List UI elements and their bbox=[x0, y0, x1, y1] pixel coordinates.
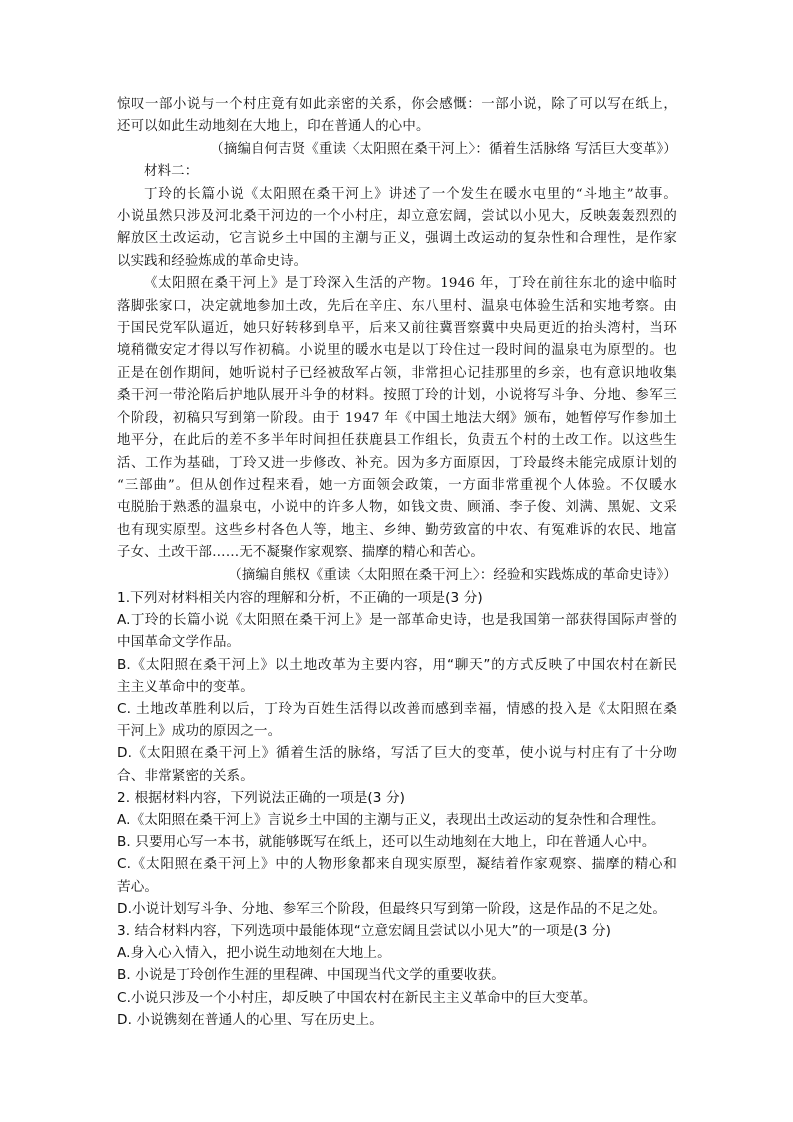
option-line: D. 小说镌刻在普通人的心里、写在历史上。 bbox=[117, 1011, 383, 1028]
passage-line: 地平分，在此后的差不多半年时间担任获鹿县工作组长，负责五个村的土改工作。以这些生 bbox=[117, 433, 677, 449]
option-b[interactable] bbox=[117, 964, 677, 986]
option-c[interactable] bbox=[117, 698, 677, 742]
passage-line: 以实践和经验炼成的革命史诗。 bbox=[117, 253, 308, 269]
option-line: D.小说计划写斗争、分地、参军三个阶段，但最终只写到第一阶段，这是作品的不足之处。 bbox=[117, 900, 667, 917]
passage-line: 活、工作为基础，丁玲又进一步修改、补充。因为多方面原因，丁玲最终未能完成原计划的 bbox=[117, 455, 677, 471]
material2-paragraph-2 bbox=[117, 273, 677, 564]
question-stem: 3. 结合材料内容，下列选项中最能体现“立意宏阔且尝试以小见大”的一项是(3 分) bbox=[117, 922, 612, 939]
passage-line: 丁玲的长篇小说《太阳照在桑干河上》讲述了一个发生在暖水屯里的“斗地主”故事。 bbox=[144, 186, 677, 202]
source-citation-1: （摘编自何吉贤《重读〈太阳照在桑干河上〉：循着生活脉络 写活巨大变革》） bbox=[210, 141, 677, 157]
material2-paragraph-1 bbox=[117, 184, 677, 274]
passage-line: 解放区土改运动，它言说乡土中国的主潮与正义，强调土改运动的复杂性和合理性，是作家 bbox=[117, 231, 677, 247]
question-2 bbox=[117, 787, 677, 920]
option-b[interactable] bbox=[117, 831, 677, 853]
passage-line: 也有现实原型。这些乡村各色人等，地主、乡绅、勤劳致富的中农、有冤难诉的农民、地富 bbox=[117, 522, 677, 538]
option-line: B.《太阳照在桑干河上》以土地改革为主要内容，用“聊天”的方式反映了中国农村在新民 bbox=[117, 656, 677, 673]
option-a[interactable] bbox=[117, 809, 677, 831]
option-line: 合、非常紧密的关系。 bbox=[117, 767, 254, 784]
passage-line: “三部曲”。但从创作过程来看，她一方面领会政策，一方面非常重视个人体验。不仅暖水 bbox=[117, 477, 677, 493]
option-line: B. 小说是丁玲创作生涯的里程碑、中国现当代文学的重要收获。 bbox=[117, 967, 505, 984]
option-line: 苦心。 bbox=[117, 878, 159, 895]
passage-line: 落脚张家口，决定就地参加土改，先后在辛庄、东八里村、温泉屯体验生活和实地考察。由 bbox=[117, 298, 677, 314]
option-d[interactable] bbox=[117, 1009, 677, 1031]
option-line: A.《太阳照在桑干河上》言说乡土中国的主潮与正义，表现出土改运动的复杂性和合理性。 bbox=[117, 811, 665, 828]
option-line: A.身入心入情入，把小说生动地刻在大地上。 bbox=[117, 945, 391, 962]
option-a[interactable] bbox=[117, 942, 677, 964]
passage-line: 桑干河一带沦陷后护地队展开斗争的材料。按照丁玲的计划，小说将写斗争、分地、参军三 bbox=[117, 388, 677, 404]
passage-line: 子女、土改干部……无不凝聚作家观察、揣摩的精心和苦心。 bbox=[117, 545, 484, 561]
passage-line: 《太阳照在桑干河上》是丁玲深入生活的产物。1946 年，丁玲在前往东北的途中临时 bbox=[144, 276, 677, 292]
passage-line: 个阶段，初稿只写到第一阶段。由于 1947 年《中国土地法大纲》颁布，她暂停写作参加土 bbox=[117, 410, 677, 426]
source-citation-2: （摘编自熊权《重读〈太阳照在桑干河上〉：经验和实践炼成的革命史诗》） bbox=[228, 567, 677, 583]
question-1 bbox=[117, 587, 677, 787]
material2-label: 材料二： bbox=[144, 164, 199, 180]
passage-line: 于国民党军队逼近，她只好转移到阜平，后来又前往冀晋察冀中央局更近的抬头湾村，当环 bbox=[117, 321, 677, 337]
option-line: 中国革命文学作品。 bbox=[117, 634, 241, 651]
passage1-tail bbox=[117, 94, 677, 139]
option-d[interactable] bbox=[117, 742, 677, 786]
question-3 bbox=[117, 920, 677, 1031]
option-d[interactable] bbox=[117, 898, 677, 920]
option-line: C.小说只涉及一个小村庄，却反映了中国农村在新民主主义革命中的巨大变革。 bbox=[117, 989, 597, 1006]
passage-line: 境稍微安定才得以写作初稿。小说里的暖水屯是以丁玲住过一段时间的温泉屯为原型的。也 bbox=[117, 343, 677, 359]
passage-line: 屯脱胎于熟悉的温泉屯，小说中的许多人物，如钱文贵、顾涌、李子俊、刘满、黑妮、文采 bbox=[117, 500, 677, 516]
option-line: C. 土地改革胜利以后，丁玲为百姓生活得以改善而感到幸福，情感的投入是《太阳照在桑 bbox=[117, 700, 677, 717]
passage-line: 正是在创作期间，她听说村子已经被敌军占领，非常担心记挂那里的乡亲，也有意识地收集 bbox=[117, 365, 677, 381]
option-line: B. 只要用心写一本书，就能够既写在纸上，还可以生动地刻在大地上，印在普通人心中。 bbox=[117, 834, 656, 851]
passage-line: 还可以如此生动地刻在大地上，印在普通人的心中。 bbox=[117, 119, 430, 135]
option-a[interactable] bbox=[117, 609, 677, 653]
question-stem: 1.下列对材料相关内容的理解和分析，不正确的一项是(3 分) bbox=[117, 589, 483, 606]
option-line: D.《太阳照在桑干河上》循着生活的脉络，写活了巨大的变革，使小说与村庄有了十分吻 bbox=[117, 745, 677, 762]
option-line: 干河上》成功的原因之一。 bbox=[117, 723, 282, 740]
option-c[interactable] bbox=[117, 853, 677, 897]
exam-page bbox=[117, 94, 677, 1031]
passage-line: 小说虽然只涉及河北桑干河边的一个小村庄，却立意宏阔，尝试以小见大，反映轰轰烈烈的 bbox=[117, 209, 677, 225]
option-c[interactable] bbox=[117, 987, 677, 1009]
option-line: C.《太阳照在桑干河上》中的人物形象都来自现实原型，凝结着作家观察、揣摩的精心和 bbox=[117, 856, 677, 873]
question-stem: 2. 根据材料内容，下列说法正确的一项是(3 分) bbox=[117, 789, 406, 806]
option-line: A.丁玲的长篇小说《太阳照在桑干河上》是一部革命史诗，也是我国第一部获得国际声誉的 bbox=[117, 612, 677, 629]
option-line: 主主义革命中的变革。 bbox=[117, 678, 254, 695]
option-b[interactable] bbox=[117, 654, 677, 698]
passage-line: 惊叹一部小说与一个村庄竟有如此亲密的关系，你会感慨：一部小说，除了可以写在纸上， bbox=[117, 97, 677, 112]
